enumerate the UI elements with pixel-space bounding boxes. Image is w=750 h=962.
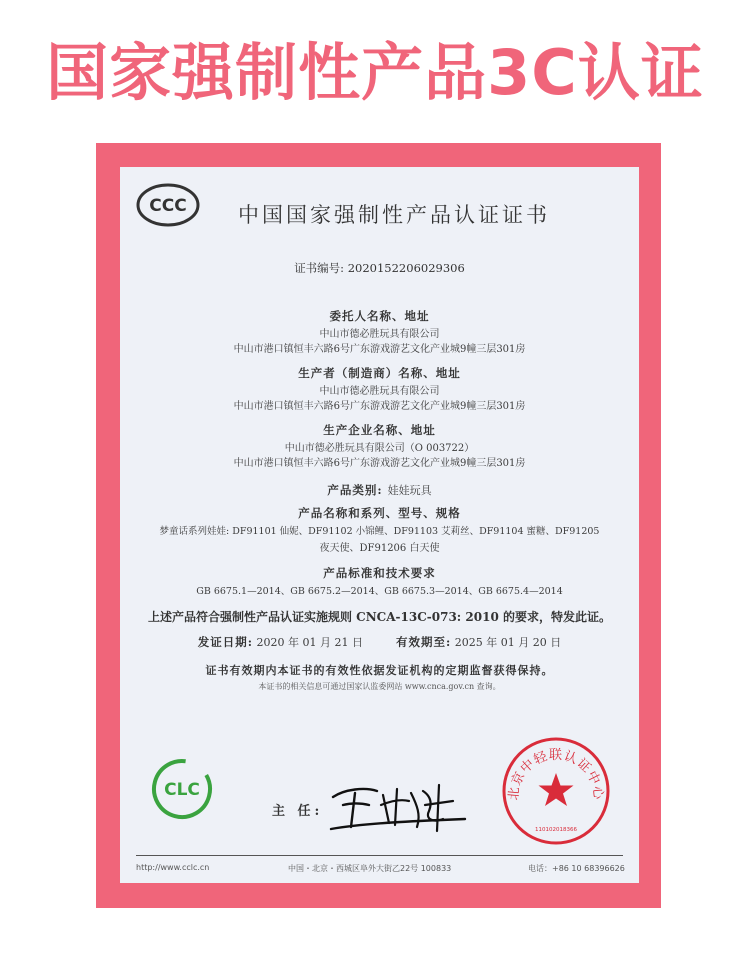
certificate-number-label: 证书编号: (294, 261, 345, 275)
category-row (120, 479, 639, 498)
applicant-label: 委托人名称、地址 (329, 309, 430, 323)
certificate-paper (120, 167, 639, 883)
standards-label: 产品标准和技术要求 (323, 566, 436, 580)
applicant-address: 中山市港口镇恒丰六路6号广东游戏游艺文化产业城9幢三层301房 (233, 344, 526, 355)
standards-value: GB 6675.1—2014、GB 6675.2—2014、GB 6675.3—2014、GB 6675.4—2014 (196, 586, 563, 597)
seal-number: 110102018366 (535, 827, 577, 833)
info-note: 本证书的相关信息可通过国家认监委网站 www.cnca.gov.cn 查询。 (258, 682, 501, 691)
validity-note: 证书有效期内本证书的有效性依据发证机构的定期监督获得保持。 (205, 664, 554, 677)
certification-seal-icon (500, 735, 612, 847)
ccc-logo-icon (136, 183, 200, 227)
expiry-date-label: 有效期至: (396, 635, 452, 649)
page-banner-title: 国家强制性产品3C认证 (46, 36, 704, 109)
certificate-number-row (120, 260, 639, 276)
certification-statement: 上述产品符合强制性产品认证实施规则 CNCA-13C-073: 2010 的要求，特发此证。 (147, 610, 611, 624)
dates-row (120, 634, 639, 650)
manufacturer-address: 中山市港口镇恒丰六路6号广东游戏游艺文化产业城9幢三层301房 (233, 401, 526, 412)
category-label: 产品类别: (327, 483, 383, 497)
clc-logo-text: CLC (164, 780, 200, 800)
certificate-number: 2020152206029306 (347, 261, 465, 275)
footer-address: 中国・北京・西城区阜外大街乙22号 100833 (288, 864, 452, 873)
manufacturer-name: 中山市德必胜玩具有限公司 (319, 386, 440, 397)
expiry-date: 2025 年 01 月 20 日 (454, 636, 562, 649)
footer-divider (136, 855, 623, 856)
certificate-title: 中国国家强制性产品认证证书 (238, 203, 550, 227)
manufacturer-label: 生产者（制造商）名称、地址 (298, 366, 461, 380)
models-line-1: 梦童话系列娃娃: DF91101 仙妮、DF91102 小锦鲤、DF91103 艾莉丝、DF91104 蜜糖、DF91205 (159, 526, 600, 537)
clc-logo-icon (150, 757, 214, 821)
footer-phone: 电话：+86 10 68396626 (528, 864, 625, 873)
models-label: 产品名称和系列、型号、规格 (298, 506, 461, 520)
ccc-logo-text: CCC (149, 196, 187, 216)
factory-name: 中山市德必胜玩具有限公司（O 003722） (284, 443, 475, 454)
factory-address: 中山市港口镇恒丰六路6号广东游戏游艺文化产业城9幢三层301房 (233, 458, 526, 469)
signer-label: 主 任: (272, 804, 324, 819)
issue-date-label: 发证日期: (197, 635, 254, 649)
issue-date: 2020 年 01 月 21 日 (256, 636, 363, 649)
footer-website: http://www.cclc.cn (136, 863, 210, 872)
factory-label: 生产企业名称、地址 (323, 423, 436, 437)
seal-text: 北京中轻联认证中心 (506, 748, 606, 801)
models-line-2: 夜天使、DF91206 白天使 (319, 543, 440, 554)
signature-icon (325, 775, 475, 837)
applicant-name: 中山市德必胜玩具有限公司 (319, 329, 440, 340)
category-value: 娃娃玩具 (387, 484, 432, 497)
